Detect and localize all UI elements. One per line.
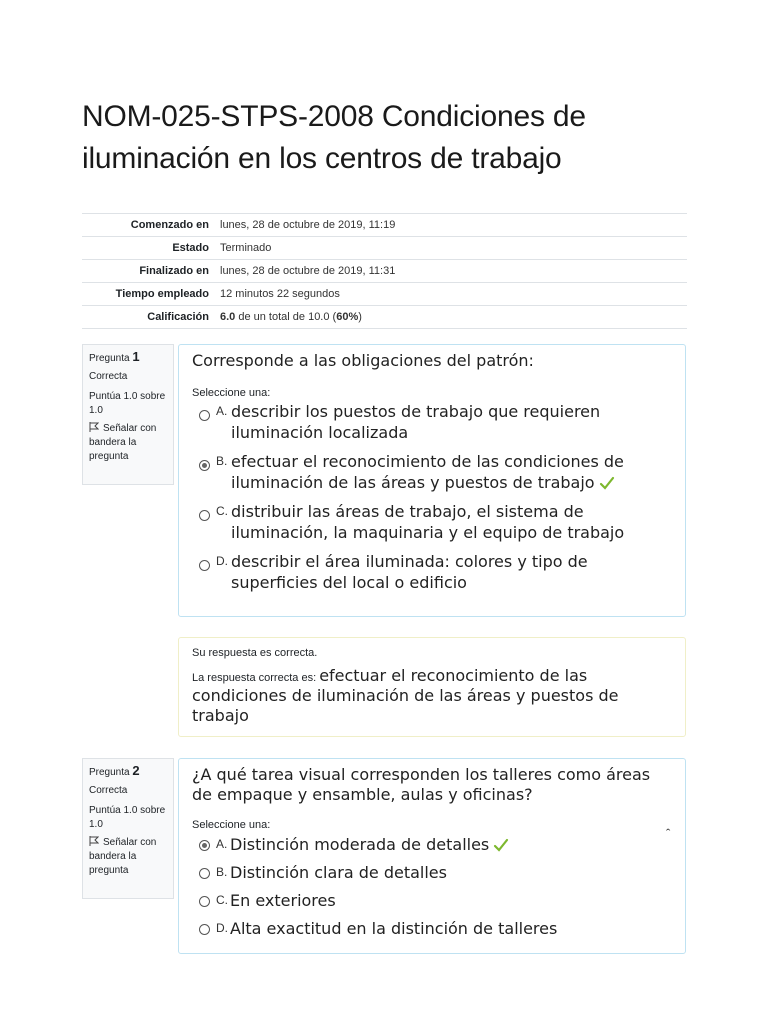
check-icon: [599, 476, 615, 490]
answer-text: efectuar el reconocimiento de las condiciones de iluminación de las áreas y puestos de trabajo: [231, 452, 624, 492]
right-answer: [192, 666, 672, 726]
question-text: ¿A qué tarea visual corresponden los talleres como áreas de empaque y ensamble, aulas y oficinas?: [192, 765, 651, 804]
radio-button-checked[interactable]: [199, 840, 210, 851]
question-state: Correcta: [89, 371, 128, 382]
select-prompt: Seleccione una:: [192, 387, 271, 399]
question-text: Corresponde a las obligaciones del patrón:: [192, 351, 534, 370]
summary-row: [82, 237, 687, 260]
question-box-2: [178, 758, 686, 954]
answer-text: Distinción clara de detalles: [230, 863, 447, 882]
answer-text: Distinción moderada de detalles: [230, 835, 490, 854]
answer-text: describir los puestos de trabajo que requieren iluminación localizada: [231, 402, 601, 442]
question-box-1: [178, 344, 686, 617]
radio-button[interactable]: [199, 868, 210, 879]
select-prompt: Seleccione una:: [192, 819, 271, 831]
radio-button[interactable]: [199, 924, 210, 935]
grade-percent: 60%: [336, 311, 359, 323]
attempt-summary-table: [82, 213, 687, 329]
question-number-value: 1: [132, 349, 140, 364]
summary-label: Tiempo empleado: [82, 283, 215, 306]
answer-option-b[interactable]: [192, 451, 672, 493]
answer-option-d[interactable]: [192, 918, 672, 939]
question-number-value: 2: [132, 763, 140, 778]
summary-value: 12 minutos 22 segundos: [215, 283, 687, 306]
answer-text: En exteriores: [230, 891, 336, 910]
question-grade: Puntúa 1.0 sobre 1.0: [89, 805, 166, 830]
radio-button[interactable]: [199, 410, 210, 421]
answer-text: Alta exactitud en la distinción de talleres: [230, 919, 558, 938]
question-label: Pregunta: [89, 767, 130, 778]
flag-icon: [89, 836, 99, 846]
summary-row: [82, 214, 687, 237]
summary-row: [82, 260, 687, 283]
flag-icon: [89, 422, 99, 432]
summary-label: Calificación: [82, 306, 215, 329]
summary-row: [82, 306, 687, 329]
answer-letter: D.: [216, 921, 228, 935]
question-state: Correcta: [89, 785, 128, 796]
grade-total: de un total de 10.0 (: [235, 311, 337, 323]
chevron-up-icon[interactable]: ˆ: [666, 826, 671, 841]
summary-label: Finalizado en: [82, 260, 215, 283]
flag-question-link[interactable]: [89, 836, 167, 878]
question-info-2: [82, 758, 174, 899]
summary-value: Terminado: [215, 237, 687, 260]
answer-letter: B.: [216, 454, 228, 468]
feedback-box: [178, 637, 686, 737]
right-answer-prefix: La respuesta correcta es:: [192, 672, 320, 684]
summary-label: Estado: [82, 237, 215, 260]
flag-question-link[interactable]: [89, 422, 167, 464]
feedback-general: Su respuesta es correcta.: [192, 647, 318, 659]
radio-button-checked[interactable]: [199, 460, 210, 471]
grade-value: [215, 306, 687, 329]
flag-label: Señalar con bandera la pregunta: [89, 423, 157, 462]
right-answer-text: efectuar el reconocimiento de las condiciones de iluminación de las áreas y puestos de trabajo: [192, 666, 619, 725]
answer-letter: C.: [216, 893, 228, 907]
question-info-1: [82, 344, 174, 485]
answer-option-a[interactable]: [192, 834, 672, 855]
answer-letter: D.: [216, 554, 228, 568]
answer-letter: A.: [216, 837, 228, 851]
question-number: [89, 350, 167, 366]
answer-option-d[interactable]: [192, 551, 672, 593]
answer-letter: C.: [216, 504, 228, 518]
check-icon: [493, 838, 509, 852]
radio-button[interactable]: [199, 510, 210, 521]
answer-text: describir el área iluminada: colores y tipo de superficies del local o edificio: [231, 552, 588, 592]
answer-text: distribuir las áreas de trabajo, el sistema de iluminación, la maquinaria y el equipo de trabajo: [231, 502, 625, 542]
radio-button[interactable]: [199, 560, 210, 571]
answer-option-a[interactable]: [192, 401, 672, 443]
grade-close: ): [358, 311, 362, 323]
summary-label: Comenzado en: [82, 214, 215, 237]
summary-row: [82, 283, 687, 306]
page-title: NOM-025-STPS-2008 Condiciones de iluminación en los centros de trabajo: [82, 100, 586, 175]
answer-option-c[interactable]: [192, 501, 672, 543]
summary-value: lunes, 28 de octubre de 2019, 11:19: [215, 214, 687, 237]
question-grade: Puntúa 1.0 sobre 1.0: [89, 391, 166, 416]
question-number: [89, 764, 167, 780]
radio-button[interactable]: [199, 896, 210, 907]
question-label: Pregunta: [89, 353, 130, 364]
answer-letter: A.: [216, 404, 228, 418]
answer-option-c[interactable]: [192, 890, 672, 911]
answer-letter: B.: [216, 865, 228, 879]
summary-value: lunes, 28 de octubre de 2019, 11:31: [215, 260, 687, 283]
grade-score: 6.0: [220, 311, 236, 323]
answer-option-b[interactable]: [192, 862, 672, 883]
flag-label: Señalar con bandera la pregunta: [89, 837, 157, 876]
